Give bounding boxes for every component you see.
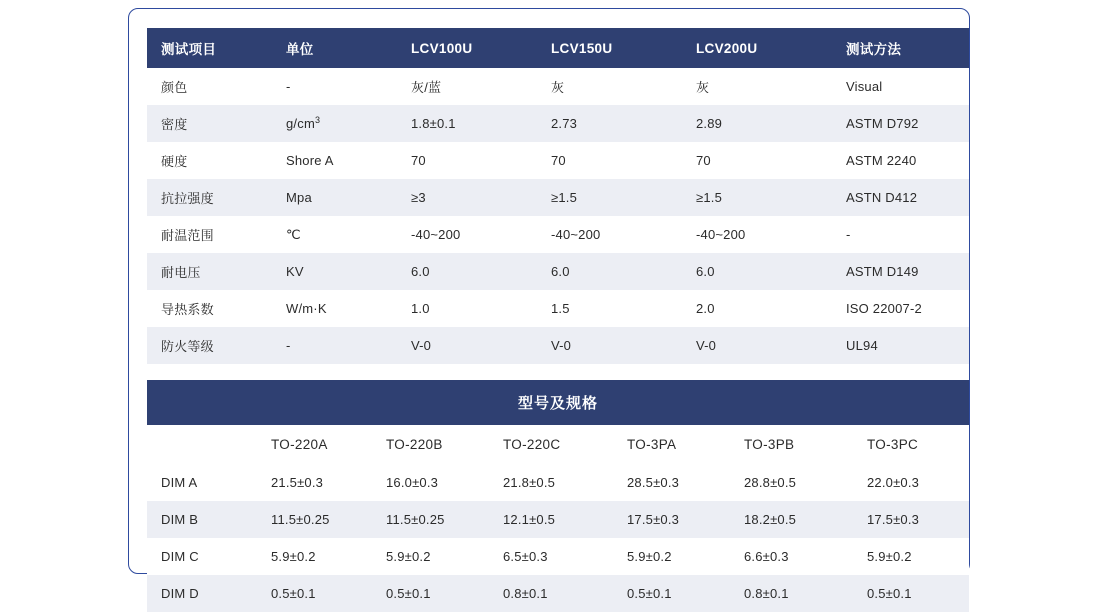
- model-header-4: TO-3PA: [613, 425, 730, 464]
- model-header-0: [147, 425, 257, 464]
- table-row: [147, 575, 969, 612]
- spec-cell: 2.89: [682, 105, 832, 142]
- spec-cell: KV: [272, 253, 397, 290]
- model-cell: 5.9±0.2: [853, 538, 969, 575]
- specification-table: [147, 28, 969, 364]
- spec-cell: 耐温范围: [147, 216, 272, 253]
- model-cell: DIM D: [147, 575, 257, 612]
- model-cell: 11.5±0.25: [257, 501, 372, 538]
- model-cell: DIM C: [147, 538, 257, 575]
- spec-cell: 导热系数: [147, 290, 272, 327]
- spec-cell: 6.0: [397, 253, 537, 290]
- model-dimensions-table: [147, 425, 969, 612]
- spec-cell: 硬度: [147, 142, 272, 179]
- model-cell: 0.5±0.1: [613, 575, 730, 612]
- model-cell: 0.5±0.1: [853, 575, 969, 612]
- spec-cell: -40~200: [682, 216, 832, 253]
- model-cell: 17.5±0.3: [853, 501, 969, 538]
- model-cell: 0.5±0.1: [257, 575, 372, 612]
- model-cell: 18.2±0.5: [730, 501, 853, 538]
- spec-cell: -40~200: [397, 216, 537, 253]
- spec-cell: Mpa: [272, 179, 397, 216]
- spec-cell: ASTN D412: [832, 179, 969, 216]
- model-cell: DIM A: [147, 464, 257, 501]
- model-cell: 0.5±0.1: [372, 575, 489, 612]
- table-row: [147, 464, 969, 501]
- model-header-3: TO-220C: [489, 425, 613, 464]
- model-header-5: TO-3PB: [730, 425, 853, 464]
- spec-cell: 灰: [682, 68, 832, 105]
- spec-cell: 1.8±0.1: [397, 105, 537, 142]
- model-cell: 28.8±0.5: [730, 464, 853, 501]
- model-header-2: TO-220B: [372, 425, 489, 464]
- spec-header-4: LCV200U: [682, 28, 832, 68]
- spec-cell: -: [832, 216, 969, 253]
- model-cell: 17.5±0.3: [613, 501, 730, 538]
- model-cell: 0.8±0.1: [730, 575, 853, 612]
- spec-cell-density-unit: $g/cm^3$: [272, 105, 397, 142]
- table-row: [147, 253, 969, 290]
- table-row: [147, 501, 969, 538]
- table-row: [147, 327, 969, 364]
- model-cell: 5.9±0.2: [613, 538, 730, 575]
- spec-cell: UL94: [832, 327, 969, 364]
- spec-cell: 2.0: [682, 290, 832, 327]
- model-header-6: TO-3PC: [853, 425, 969, 464]
- table-row: [147, 142, 969, 179]
- spec-cell: 1.0: [397, 290, 537, 327]
- spec-cell: 70: [682, 142, 832, 179]
- spec-header-5: 测试方法: [832, 28, 969, 68]
- spec-cell: V-0: [537, 327, 682, 364]
- model-cell: 21.8±0.5: [489, 464, 613, 501]
- spec-cell: ≥3: [397, 179, 537, 216]
- spec-cell: ASTM D792: [832, 105, 969, 142]
- table-row: [147, 290, 969, 327]
- spec-cell: 灰/蓝: [397, 68, 537, 105]
- spec-cell: 灰: [537, 68, 682, 105]
- spec-header-1: 单位: [272, 28, 397, 68]
- spec-cell: 6.0: [682, 253, 832, 290]
- model-cell: 16.0±0.3: [372, 464, 489, 501]
- spec-card: [128, 8, 970, 601]
- table-row: [147, 105, 969, 142]
- spec-header-3: LCV150U: [537, 28, 682, 68]
- spec-cell: 2.73: [537, 105, 682, 142]
- spec-cell: Shore A: [272, 142, 397, 179]
- model-header-row: [147, 425, 969, 464]
- model-cell: 5.9±0.2: [257, 538, 372, 575]
- model-cell: 6.6±0.3: [730, 538, 853, 575]
- spec-cell: 1.5: [537, 290, 682, 327]
- section-spacer: [147, 364, 969, 380]
- spec-cell: ASTM 2240: [832, 142, 969, 179]
- spec-cell: 抗拉强度: [147, 179, 272, 216]
- table-row: [147, 216, 969, 253]
- spec-cell: 耐电压: [147, 253, 272, 290]
- spec-cell: 密度: [147, 105, 272, 142]
- spec-cell: ≥1.5: [682, 179, 832, 216]
- table-row: [147, 68, 969, 105]
- spec-cell: -: [272, 327, 397, 364]
- spec-cell: -40~200: [537, 216, 682, 253]
- spec-cell: 70: [397, 142, 537, 179]
- spec-header-2: LCV100U: [397, 28, 537, 68]
- table-row: [147, 538, 969, 575]
- spec-cell: Visual: [832, 68, 969, 105]
- spec-cell: ASTM D149: [832, 253, 969, 290]
- model-section-title: 型号及规格: [147, 380, 969, 425]
- model-cell: DIM B: [147, 501, 257, 538]
- table-header-row: [147, 28, 969, 68]
- spec-header-0: 测试项目: [147, 28, 272, 68]
- spec-cell: V-0: [397, 327, 537, 364]
- spec-cell: ℃: [272, 216, 397, 253]
- spec-cell: 6.0: [537, 253, 682, 290]
- table-row: [147, 179, 969, 216]
- spec-cell: ISO 22007-2: [832, 290, 969, 327]
- spec-cell: 颜色: [147, 68, 272, 105]
- spec-cell: W/m·K: [272, 290, 397, 327]
- spec-cell: 防火等级: [147, 327, 272, 364]
- model-cell: 0.8±0.1: [489, 575, 613, 612]
- spec-cell: -: [272, 68, 397, 105]
- model-cell: 28.5±0.3: [613, 464, 730, 501]
- model-cell: 5.9±0.2: [372, 538, 489, 575]
- card-content: [147, 28, 969, 612]
- model-header-1: TO-220A: [257, 425, 372, 464]
- model-cell: 12.1±0.5: [489, 501, 613, 538]
- model-cell: 6.5±0.3: [489, 538, 613, 575]
- spec-cell: V-0: [682, 327, 832, 364]
- spec-cell: ≥1.5: [537, 179, 682, 216]
- model-cell: 21.5±0.3: [257, 464, 372, 501]
- spec-cell: 70: [537, 142, 682, 179]
- model-cell: 11.5±0.25: [372, 501, 489, 538]
- model-cell: 22.0±0.3: [853, 464, 969, 501]
